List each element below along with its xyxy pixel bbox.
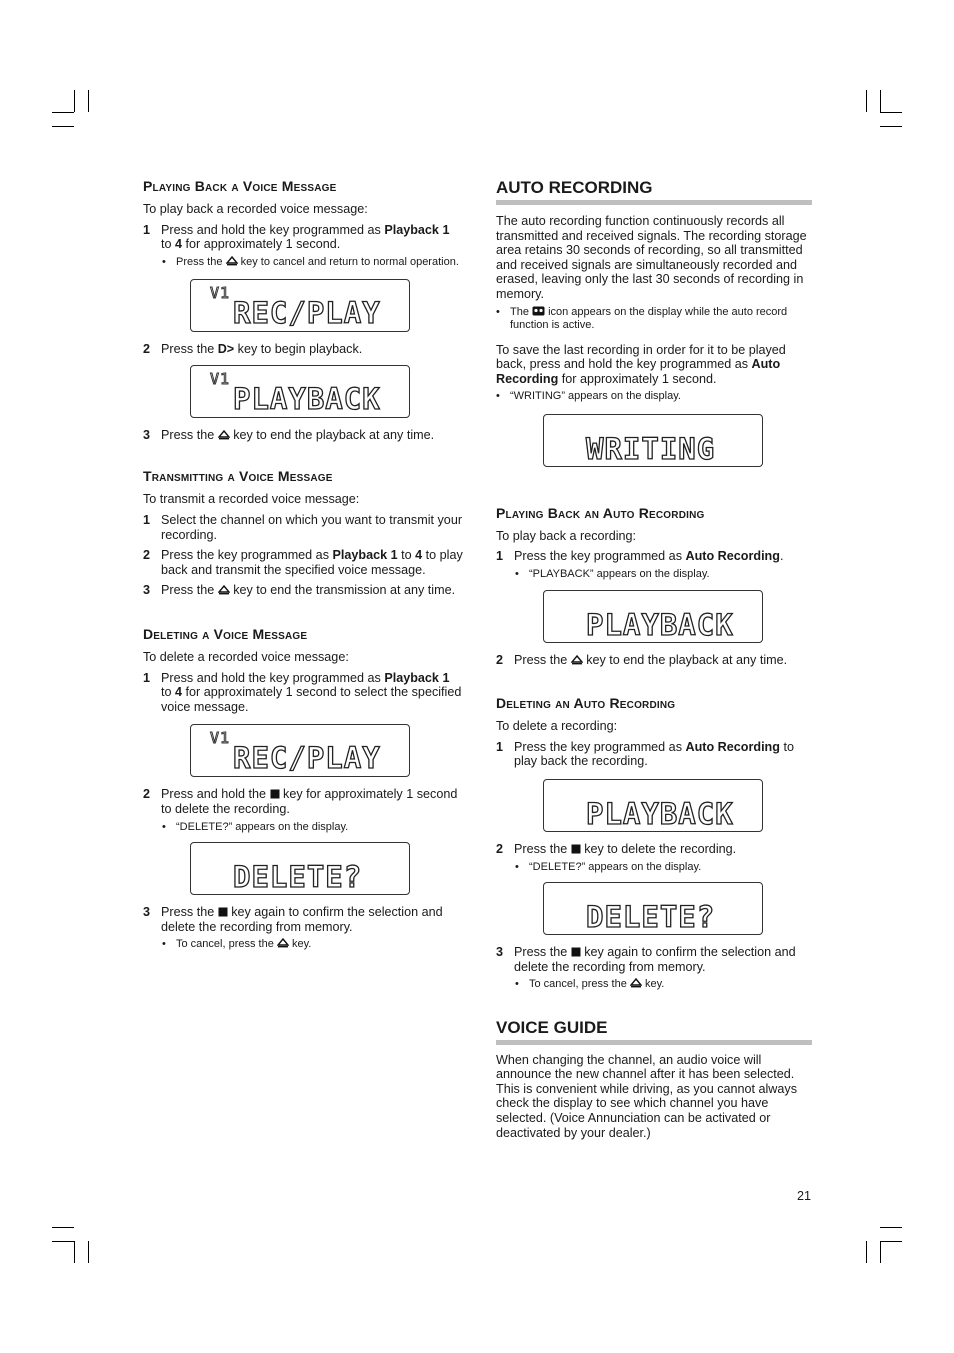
- paragraph: The auto recording function continuously records all transmitted and received signals. The recording storage area retains 30 seconds of recording, so all transmitted and received signals are simultaneously recorded and erased, leaving only the last 30 seconds of recording in memory.: [496, 214, 807, 301]
- crop-mark: [52, 1227, 74, 1228]
- eject-key-icon: [630, 978, 642, 988]
- section-heading: Transmitting a Voice Message: [143, 468, 333, 485]
- step: 1 Press and hold the key programmed as Playback 1 to 4 for approximately 1 second.: [143, 222, 450, 252]
- eject-key-icon: [226, 256, 238, 266]
- stop-key-icon: [571, 947, 581, 957]
- stop-key-icon: [218, 907, 228, 917]
- lcd-text: PLAYBACK: [586, 607, 734, 642]
- intro-text: To transmit a recorded voice message:: [143, 492, 360, 507]
- step: 1 Press and hold the key programmed as Playback 1 to 4 for approximately 1 second to select the specified voice message.: [143, 670, 462, 714]
- step-number: 2: [496, 652, 504, 667]
- crop-mark: [880, 1227, 902, 1228]
- step-number: 1: [143, 222, 151, 237]
- intro-text: To delete a recording:: [496, 719, 618, 734]
- crop-mark: [74, 1241, 75, 1263]
- bullet-note: • “DELETE?” appears on the display.: [515, 860, 702, 873]
- lcd-text: PLAYBACK: [233, 381, 381, 416]
- lcd-display: [190, 279, 410, 332]
- bullet-note: • The icon appears on the display while the auto record function is active.: [496, 305, 788, 332]
- intro-text: To delete a recorded voice message:: [143, 650, 349, 665]
- step: 3 Press the key to end the playback at any time.: [143, 427, 435, 442]
- step: 2 Press the key to delete the recording.: [496, 841, 737, 856]
- crop-mark: [52, 112, 74, 113]
- step-number: 2: [496, 841, 504, 856]
- lcd-display: [543, 590, 763, 643]
- step-number: 2: [143, 342, 151, 357]
- bullet-note: • To cancel, press the key.: [162, 938, 312, 951]
- lcd-channel: V1: [210, 369, 231, 388]
- step-number: 3: [143, 427, 151, 442]
- intro-text: To play back a recording:: [496, 528, 637, 543]
- lcd-text: DELETE?: [586, 900, 716, 934]
- crop-mark: [880, 112, 902, 113]
- crop-mark: [880, 1241, 902, 1242]
- crop-mark: [52, 126, 74, 127]
- crop-mark: [866, 90, 867, 112]
- lcd-channel: V1: [210, 284, 231, 303]
- step: 2 Press the key programmed as Playback 1 to 4 to play back and transmit the specified voice message.: [143, 548, 463, 577]
- step-number: 2: [143, 787, 151, 802]
- lcd-display: [190, 724, 410, 777]
- step-number: 3: [496, 945, 504, 959]
- stop-key-icon: [270, 789, 280, 799]
- lcd-display: [543, 414, 763, 467]
- bullet-note: • “PLAYBACK” appears on the display.: [515, 568, 710, 581]
- step-number: 1: [143, 513, 151, 528]
- paragraph: When changing the channel, an audio voice will announce the new channel after it has been selected. This is convenient while driving, as you cannot always check the display to see which channel you have selected. (Voice Annunciation can be activated or deactivated by your dealer.): [496, 1052, 798, 1140]
- section-title: AUTO RECORDING: [496, 178, 812, 205]
- eject-key-icon: [218, 430, 230, 440]
- section-heading: Deleting a Voice Message: [143, 626, 308, 643]
- step: 3 Press the key to end the transmission at any time.: [143, 583, 456, 598]
- crop-mark: [880, 90, 881, 112]
- crop-mark: [880, 1241, 881, 1263]
- cassette-icon: [532, 306, 545, 316]
- lcd-channel: V1: [210, 729, 231, 748]
- step: 2 Press the key to end the playback at any time.: [496, 652, 788, 667]
- step: 1 Press the key programmed as Auto Recording to play back the recording.: [496, 739, 794, 769]
- step-number: 1: [496, 549, 504, 564]
- section-heading: Playing Back an Auto Recording: [496, 504, 705, 521]
- lcd-text: WRITING: [586, 431, 716, 466]
- lcd-text: PLAYBACK: [586, 796, 734, 831]
- crop-mark: [52, 1241, 74, 1242]
- step-number: 1: [143, 670, 151, 685]
- step: 2 Press and hold the key for approximately 1 second to delete the recording.: [143, 787, 458, 816]
- crop-mark: [88, 1241, 89, 1263]
- bullet-note: • “DELETE?” appears on the display.: [162, 820, 349, 833]
- lcd-display: [543, 882, 763, 935]
- step: 3 Press the key again to confirm the selection and delete the recording from memory.: [143, 905, 443, 934]
- step-number: 3: [143, 905, 151, 920]
- lcd-display: [190, 365, 410, 418]
- step-number: 1: [496, 739, 504, 754]
- step: 3 Press the key again to confirm the selection and delete the recording from memory.: [496, 945, 796, 974]
- step-number: 2: [143, 548, 151, 563]
- step: 2 Press the D> key to begin playback.: [143, 342, 363, 357]
- lcd-display: [543, 779, 763, 832]
- lcd-display: [190, 842, 410, 895]
- eject-key-icon: [277, 938, 289, 948]
- bullet-note: • Press the key to cancel and return to normal operation.: [162, 255, 459, 268]
- page-number: 21: [797, 1189, 812, 1203]
- section-title: VOICE GUIDE: [496, 1018, 812, 1045]
- step: 1 Press the key programmed as Auto Recording.: [496, 549, 784, 564]
- crop-mark: [866, 1241, 867, 1263]
- section-heading: Playing Back a Voice Message: [143, 178, 337, 194]
- lcd-text: REC/PLAY: [233, 296, 381, 331]
- left-column: [143, 178, 463, 960]
- crop-mark: [74, 90, 75, 112]
- stop-key-icon: [571, 844, 581, 854]
- crop-mark: [88, 90, 89, 112]
- paragraph: To save the last recording in order for it to be played back, press and hold the key programmed as Auto Recording for approximately 1 second.: [496, 342, 786, 386]
- intro-text: To play back a recorded voice message:: [143, 202, 368, 216]
- lcd-text: DELETE?: [233, 860, 363, 895]
- eject-key-icon: [218, 585, 230, 595]
- right-column: [496, 178, 812, 1146]
- lcd-text: REC/PLAY: [233, 741, 381, 776]
- step: 1 Select the channel on which you want to transmit your recording.: [143, 513, 463, 542]
- step-number: 3: [143, 583, 151, 598]
- bullet-note: • “WRITING” appears on the display.: [496, 390, 681, 403]
- section-heading: Deleting an Auto Recording: [496, 695, 676, 712]
- eject-key-icon: [571, 655, 583, 665]
- crop-mark: [880, 126, 902, 127]
- bullet-note: • To cancel, press the key.: [515, 978, 665, 991]
